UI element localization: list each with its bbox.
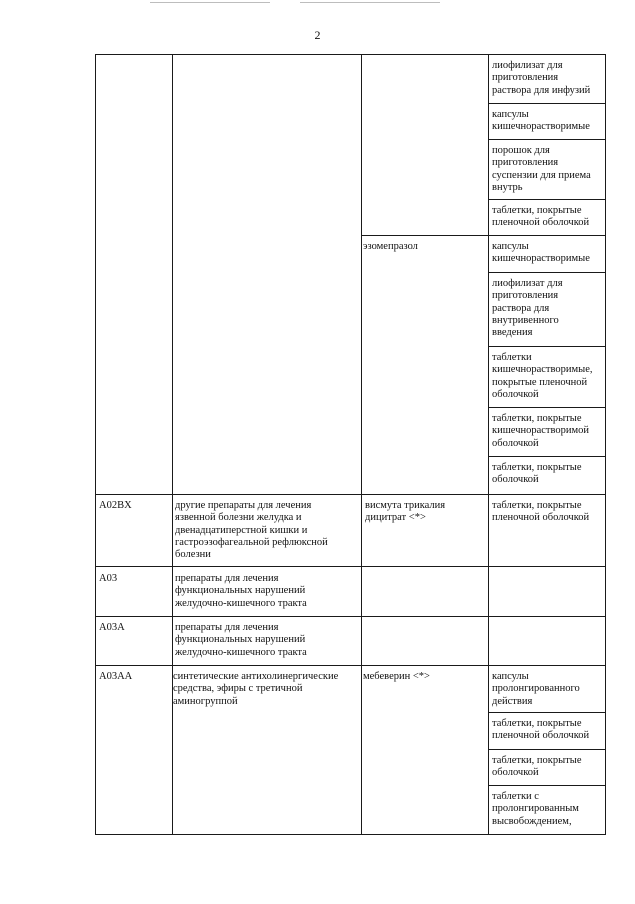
form-divider xyxy=(488,272,606,273)
group-cell: препараты для лечения функциональных нарушений желудочно-кишечного тракта xyxy=(175,622,307,658)
form-cell: капсулы кишечнорастворимые xyxy=(492,109,590,133)
group-cell: другие препараты для лечения язвенной болезни желудка и двенадцатиперстной кишки и гастроэзофагеальной рефлюксной болезни xyxy=(175,500,328,561)
atc-code-cell: A03A xyxy=(99,622,125,633)
form-cell: таблетки с пролонгированным высвобождением, xyxy=(492,791,579,827)
group-cell: синтетические антихолинергические средства, эфиры с третичной аминогруппой xyxy=(173,671,339,707)
form-divider xyxy=(488,199,606,200)
row-divider xyxy=(95,665,606,666)
atc-code-cell: A03 xyxy=(99,573,118,584)
table-border-bottom xyxy=(95,834,606,835)
column-divider xyxy=(361,54,362,834)
form-cell: таблетки кишечнорастворимые, покрытые пленочной оболочкой xyxy=(492,352,593,400)
form-cell: капсулы пролонгированного действия xyxy=(492,671,580,707)
form-cell: порошок для приготовления суспензии для приема внутрь xyxy=(492,145,591,193)
scan-artifact xyxy=(150,2,270,3)
form-cell: таблетки, покрытые пленочной оболочкой xyxy=(492,500,590,524)
drug-cell: эзомепразол xyxy=(363,241,418,252)
form-cell: капсулы кишечнорастворимые xyxy=(492,241,590,265)
row-divider xyxy=(361,235,606,236)
scan-artifact xyxy=(300,2,440,3)
drug-cell: мебеверин <*> xyxy=(363,671,430,682)
atc-code-cell: A03AA xyxy=(99,671,133,682)
form-cell: таблетки, покрытые оболочкой xyxy=(492,462,582,486)
form-divider xyxy=(488,749,606,750)
drug-cell: висмута трикалия дицитрат <*> xyxy=(365,500,446,524)
column-divider xyxy=(172,54,173,834)
form-cell: таблетки, покрытые пленочной оболочкой xyxy=(492,718,590,742)
form-cell: таблетки, покрытые пленочной оболочкой xyxy=(492,205,590,229)
row-divider xyxy=(95,566,606,567)
form-cell: таблетки, покрытые оболочкой xyxy=(492,755,582,779)
table-border-left xyxy=(95,54,96,834)
group-cell: препараты для лечения функциональных нарушений желудочно-кишечного тракта xyxy=(175,573,307,609)
row-divider xyxy=(95,616,606,617)
form-divider xyxy=(488,346,606,347)
table-border-right xyxy=(605,54,606,834)
page-number: 2 xyxy=(314,28,321,42)
form-divider xyxy=(488,407,606,408)
form-divider xyxy=(488,456,606,457)
form-divider xyxy=(488,712,606,713)
table-border-top xyxy=(95,54,606,55)
form-divider xyxy=(488,139,606,140)
form-divider xyxy=(488,785,606,786)
column-divider xyxy=(488,54,489,834)
form-cell: лиофилизат для приготовления раствора для внутривенного введения xyxy=(492,278,563,339)
row-divider xyxy=(95,494,606,495)
atc-code-cell: A02BX xyxy=(99,500,132,511)
form-cell: таблетки, покрытые кишечнорастворимой оболочкой xyxy=(492,413,590,449)
form-divider xyxy=(488,103,606,104)
form-cell: лиофилизат для приготовления раствора для инфузий xyxy=(492,60,591,96)
